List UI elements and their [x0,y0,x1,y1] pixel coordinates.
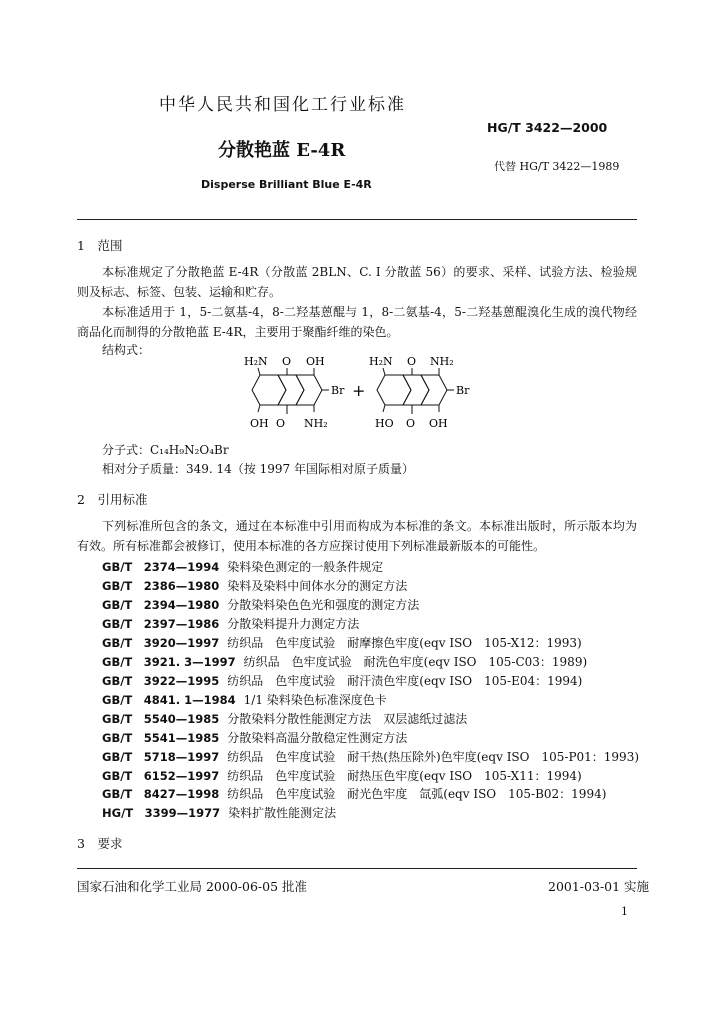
reference-title: 纺织品 色牢度试验 耐光色牢度 氙弧(eqv ISO 105-B02：1994) [227,787,607,802]
reference-title: 纺织品 色牢度试验 耐洗色牢度(eqv ISO 105-C03：1989) [243,654,588,669]
right-bottom-left-label: HO [375,417,394,430]
standard-number: HG/T 3422—2000 [487,120,608,135]
reference-title: 染料及染料中间体水分的测定方法 [227,579,408,593]
reference-code: GB/T 2394—1980 [102,597,220,612]
reference-item [102,558,383,576]
org-title: 中华人民共和国化工行业标准 [159,95,406,115]
reference-code: GB/T 3921. 3—1997 [102,654,236,669]
right-top-right-label: NH₂ [430,355,454,368]
page-number: 1 [621,905,628,918]
reference-code: GB/T 5718—1997 [102,749,220,764]
section-2-heading: 2 引用标准 [77,492,148,507]
reference-code: GB/T 3922—1995 [102,673,220,688]
implementation-date: 2001-03-01 实施 [548,879,650,894]
reference-code: GB/T 2386—1980 [102,579,220,593]
reference-title: 染料染色测定的一般条件规定 [227,560,384,574]
reference-item [102,785,606,803]
reference-item [102,615,359,633]
molecular-weight: 相对分子质量：349. 14（按 1997 年国际相对原子质量） [102,462,414,476]
plus-sign: + [352,381,366,400]
reference-title: 分散染料高温分散稳定性测定方法 [227,730,408,745]
left-br-label: Br [331,384,345,397]
reference-item [102,653,587,671]
reference-title: 纺织品 色牢度试验 耐汗渍色牢度(eqv ISO 105-E04：1994) [227,673,583,688]
molecular-formula: 分子式：C₁₄H₉N₂O₄Br [102,443,229,457]
right-br-label: Br [456,384,470,397]
reference-title: 分散染料分散性能测定方法 双层滤纸过滤法 [227,711,468,726]
footer-rule [77,868,637,869]
right-molecule-rings [377,368,454,414]
left-bottom-right-label: NH₂ [304,417,328,430]
reference-code: GB/T 3920—1997 [102,635,220,650]
reference-code: GB/T 8427—1998 [102,787,220,802]
reference-title: 1/1 染料染色标准深度色卡 [243,692,387,707]
section-3-heading: 3 要求 [77,836,123,851]
reference-title: 纺织品 色牢度试验 耐摩擦色牢度(eqv ISO 105-X12：1993) [227,635,582,650]
reference-item [102,596,419,614]
section-1-heading: 1 范围 [77,238,123,253]
reference-title: 分散染料染色色光和强度的测定方法 [227,597,420,612]
left-bottom-left-label: OH [250,417,269,430]
reference-item [102,804,336,822]
section-1-para-1: 本标准规定了分散艳蓝 E-4R（分散蓝 2BLN、C. I 分散蓝 56）的要求、采样、试验方法、检验规则及标志、标签、包装、运输和贮存。 [77,265,637,299]
right-top-left-label: H₂N [369,355,393,368]
reference-title: 纺织品 色牢度试验 耐热压色牢度(eqv ISO 105-X11：1994) [227,768,582,783]
reference-item [102,634,582,652]
reference-item [102,577,407,595]
right-bottom-mid-label: O [406,417,416,430]
structure-label: 结构式： [102,343,151,357]
left-molecule-rings [252,368,329,414]
left-top-right-label: OH [306,355,325,368]
english-title: Disperse Brilliant Blue E-4R [201,178,372,191]
left-top-mid-label: O [282,355,292,368]
replaces-standard: 代替 HG/T 3422—1989 [494,160,620,173]
reference-item [102,767,582,785]
reference-item [102,729,407,747]
reference-code: GB/T 2397—1986 [102,616,220,631]
section-2-intro: 下列标准所包含的条文，通过在本标准中引用而构成为本标准的条文。本标准出版时，所示版本均为有效。所有标准都会被修订，使用本标准的各方应探讨使用下列标准最新版本的可能性。 [77,519,637,553]
reference-code: GB/T 6152—1997 [102,768,220,783]
reference-item [102,748,639,766]
right-bottom-right-label: OH [429,417,448,430]
structural-formula [230,352,490,438]
reference-item [102,691,387,709]
approval-date: 国家石油和化学工业局 2000-06-05 批准 [77,879,308,894]
reference-title: 分散染料提升力测定方法 [227,616,360,631]
reference-code: HG/T 3399—1977 [102,806,221,821]
header-rule [77,219,637,220]
reference-code: GB/T 2374—1994 [102,560,220,574]
reference-item [102,710,467,728]
left-top-left-label: H₂N [244,355,268,368]
document-title: 分散艳蓝 E-4R [218,140,346,161]
left-bottom-mid-label: O [276,417,286,430]
reference-code: GB/T 4841. 1—1984 [102,692,236,707]
reference-code: GB/T 5540—1985 [102,711,220,726]
reference-code: GB/T 5541—1985 [102,730,220,745]
right-top-mid-label: O [407,355,417,368]
section-1-para-2: 本标准适用于 1，5-二氨基-4，8-二羟基蒽醌与 1，8-二氨基-4，5-二羟基蒽醌溴化生成的溴代物经商品化而制得的分散艳蓝 E-4R，主要用于聚酯纤维的染色。 [77,305,637,339]
reference-title: 纺织品 色牢度试验 耐干热(热压除外)色牢度(eqv ISO 105-P01：1993) [227,749,640,764]
reference-title: 染料扩散性能测定法 [228,806,337,821]
reference-item [102,672,582,690]
